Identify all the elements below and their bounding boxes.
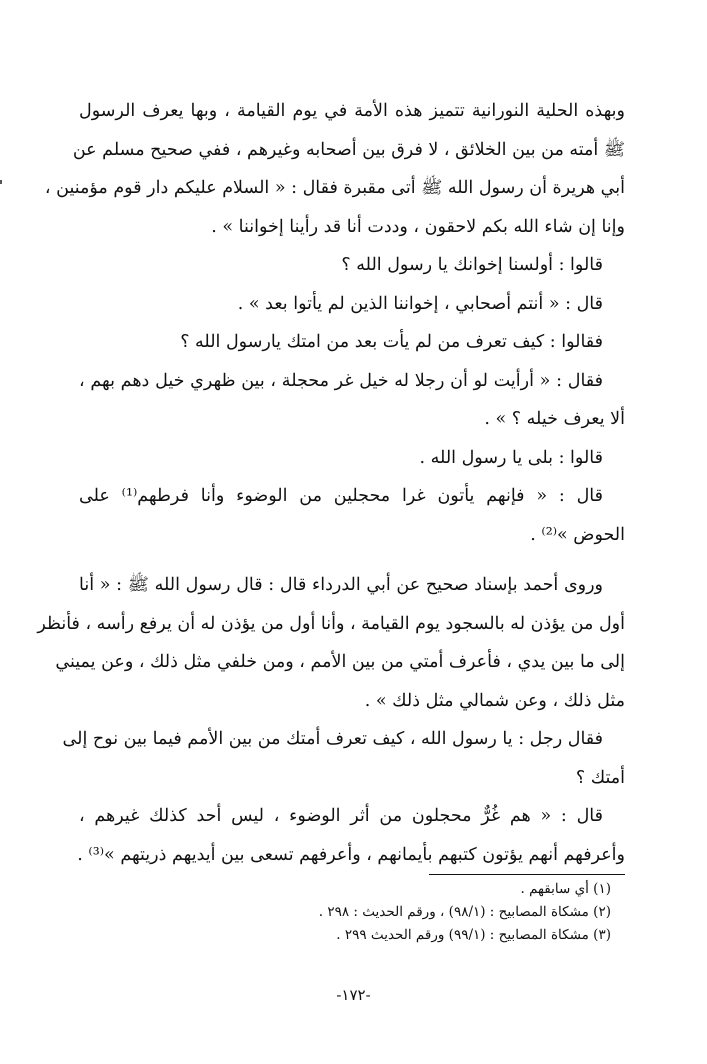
footnote-divider xyxy=(429,874,625,875)
text-line-3: أبي هريرة أن رسول الله ﷺ أتى مقبرة فقال : « السلام عليكم دار قوم مؤمنين ، xyxy=(44,178,625,198)
text-line-7: فقالوا : كيف تعرف من لم يأت بعد من امتك يارسول الله ؟ xyxy=(180,332,603,352)
paragraph-gap xyxy=(79,554,625,566)
text-line-18: أمتك ؟ xyxy=(575,767,625,788)
text-line-12: الحوض »⁽²⁾ . xyxy=(530,524,625,545)
text-line-5: قالوا : أولسنا إخوانك يا رسول الله ؟ xyxy=(341,255,603,275)
text-line-4: وإنا إن شاء الله بكم لاحقون ، وددت أنا قد رأينا إخواننا » . xyxy=(211,216,625,237)
text-line-9: ألا يعرف خيله ؟ » . xyxy=(484,409,625,429)
text-line-2: ﷺ أمته من بين الخلائق ، لا فرق بين أصحابه وغيرهم ، ففي صحيح مسلم عن xyxy=(72,139,625,160)
text-line-10: قالوا : بلى يا رسول الله . xyxy=(419,447,603,468)
text-line-19: قال : « هم غُرٌّ محجلون من أثر الوضوء ، ليس أحد كذلك غيرهم ، xyxy=(79,806,603,826)
footnotes xyxy=(91,878,611,947)
footnote-1: (١) أي سابقهم . xyxy=(520,881,611,897)
main-text xyxy=(37,92,625,874)
text-line-17: فقال رجل : يا رسول الله ، كيف تعرف أمتك من بين الأمم فيما بين نوح إلى xyxy=(62,729,603,749)
text-line-20: وأعرفهم أنهم يؤتون كتبهم بأيمانهم ، وأعرفهم تسعى بين أيديهم ذريتهم »⁽³⁾ . xyxy=(77,844,625,865)
footnote-2: (٢) مشكاة المصابيح : (٩٨/١) ، ورقم الحديث : ٢٩٨ . xyxy=(318,904,611,920)
page-number: -١٧٢- xyxy=(336,986,371,1004)
text-line-16: مثل ذلك ، وعن شمالي مثل ذلك » . xyxy=(364,690,625,711)
text-line-13: وروى أحمد بإسناد صحيح عن أبي الدرداء قال : قال رسول الله ﷺ : « أنا xyxy=(79,575,603,595)
text-line-11: قال : « فإنهم يأتون غرا محجلين من الوضوء وأنا فرطهم⁽¹⁾ على xyxy=(79,486,603,506)
text-line-1: وبهذه الحلية النورانية تتميز هذه الأمة في يوم القيامة ، وبها يعرف الرسول xyxy=(79,101,625,121)
footnote-3: (٣) مشكاة المصابيح : (٩٩/١) ورقم الحديث ٢٩٩ . xyxy=(336,927,611,943)
text-line-6: قال : « أنتم أصحابي ، إخواننا الذين لم يأتوا بعد » . xyxy=(237,293,603,314)
text-line-8: فقال : « أرأيت لو أن رجلا له خيل غر محجلة ، بين ظهري خيل دهم بهم ، xyxy=(79,370,603,391)
scan-edge-mark xyxy=(0,180,2,184)
text-line-15: إلى ما بين يدي ، فأعرف أمتي من بين الأمم ، ومن خلفي مثل ذلك ، وعن يميني xyxy=(55,652,625,672)
text-line-14: أول من يؤذن له بالسجود يوم القيامة ، وأنا أول من يؤذن له أن يرفع رأسه ، فأنظر xyxy=(37,613,625,634)
